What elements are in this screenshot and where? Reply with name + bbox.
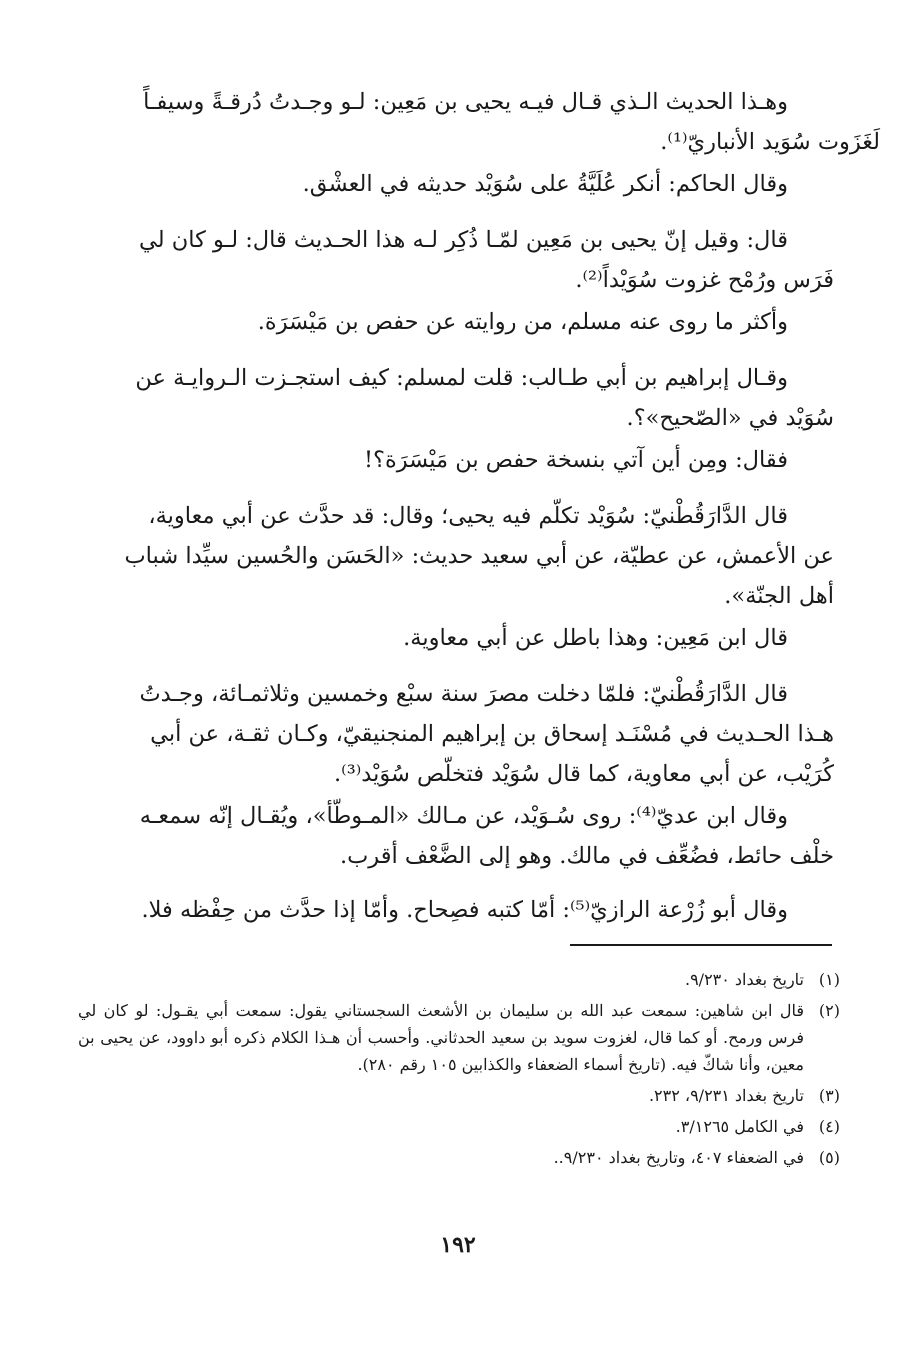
footnote-1: [78, 966, 840, 993]
line: قال الدَّارَقُطْنيّ: سُوَيْد تكلّم فيه يحيى؛ وقال: قد حدَّث عن أبي معاوية،: [148, 503, 788, 529]
footnote-number: (٤): [818, 1117, 840, 1136]
line: كُرَيْب، عن أبي معاوية، كما قال سُوَيْد فتخلّص سُوَيْد⁽³⁾.: [334, 761, 834, 787]
line: قال الدَّارَقُطْنيّ: فلمّا دخلت مصرَ سنة سبْع وخمسين وثلاثمـائة، وجـدتُ: [139, 681, 788, 707]
paragraph-10: [82, 796, 834, 876]
footnote-divider: [570, 944, 832, 946]
paragraph-1: [82, 82, 880, 162]
footnote-text: قال ابن شاهين: سمعت عبد الله بن سليمان بن الأشعث السجستاني يقول: سمعت أبي يقـول: لو كان لي فرس ورمح. أو كما قال، لغزوت سويد بن سعيد الحدثاني. وأحسب أن هـذا الكلام ذكره أبو داوود، عن يحيى بن معين، وأنا شاكّ فيه. (تاريخ أسماء الضعفاء والكذابين ١٠٥ رقم ٢٨٠).: [78, 1001, 804, 1074]
paragraph-2: وقال الحاكم: أنكر عُلَيَّةُ على سُوَيْد حديثه في العشْق.: [302, 171, 788, 197]
paragraph-8: قال ابن مَعِين: وهذا باطل عن أبي معاوية.: [403, 625, 788, 651]
line: قال: وقيل إنّ يحيى بن مَعِين لمّـا ذُكِر لـه هذا الحـديث قال: لـو كان لي: [138, 227, 788, 253]
paragraph-4: وأكثر ما روى عنه مسلم، من روايته عن حفص بن مَيْسَرَة.: [257, 309, 788, 335]
footnote-text: في الكامل ٣/١٢٦٥.: [675, 1117, 804, 1136]
line: وقـال إبراهيم بن أبي طـالب: قلت لمسلم: كيف استجـزت الـروايـة عن: [135, 365, 788, 391]
paragraph-9: [82, 674, 834, 794]
footnote-number: (٣): [818, 1086, 840, 1105]
paragraph-6: فقال: ومِن أين آتي بنسخة حفص بن مَيْسَرَة؟!: [364, 447, 788, 473]
footnote-3: [78, 1082, 840, 1109]
footnote-2: [78, 997, 840, 1078]
page-number: ١٩٢: [440, 1232, 476, 1258]
footnote-text: تاريخ بغداد ٩/٢٣٠.: [684, 970, 804, 989]
line: سُوَيْد في «الصّحيح»؟.: [626, 405, 834, 431]
paragraph-11: وقال أبو زُرْعة الرازيّ⁽⁵⁾: أمّا كتبه فصِحاح. وأمّا إذا حدَّث من حِفْظه فلا.: [141, 897, 788, 923]
line: خلْف حائط، فضُعِّف في مالك. وهو إلى الضَّعْف أقرب.: [339, 843, 834, 869]
line: وهـذا الحديث الـذي قـال فيـه يحيى بن مَعِين: لـو وجـدتُ دُرقـةً وسيفـاً: [143, 89, 788, 115]
line: عن الأعمش، عن عطيّة، عن أبي سعيد حديث: «الحَسَن والحُسين سيِّدا شباب: [124, 543, 834, 569]
line: فَرَس ورُمْح غزوت سُوَيْداً⁽²⁾.: [575, 267, 834, 293]
footnotes: [78, 966, 840, 1175]
footnote-4: [78, 1113, 840, 1140]
footnote-text: في الضعفاء ٤٠٧، وتاريخ بغداد ٩/٢٣٠..: [553, 1148, 804, 1167]
paragraph-7: [82, 496, 834, 616]
main-text: [82, 82, 880, 946]
line: لَغَزَوت سُوَيد الأنباريّ⁽¹⁾.: [660, 129, 880, 155]
line: هـذا الحـديث في مُسْنَـد إسحاق بن إبراهيم المنجنيقيّ، وكـان ثقـة، عن أبي: [150, 721, 834, 747]
paragraph-3: [82, 220, 834, 300]
footnote-number: (٢): [818, 1001, 840, 1020]
footnote-number: (٥): [818, 1148, 840, 1167]
footnote-text: تاريخ بغداد ٩/٢٣١، ٢٣٢.: [648, 1086, 804, 1105]
footnote-number: (١): [818, 970, 840, 989]
line: وقال ابن عديّ⁽⁴⁾: روى سُـوَيْد، عن مـالك «المـوطّأ»، ويُقـال إنّه سمعـه: [139, 803, 788, 829]
line: أهل الجنّة».: [724, 583, 834, 609]
paragraph-5: [82, 358, 834, 438]
footnote-5: [78, 1144, 840, 1171]
